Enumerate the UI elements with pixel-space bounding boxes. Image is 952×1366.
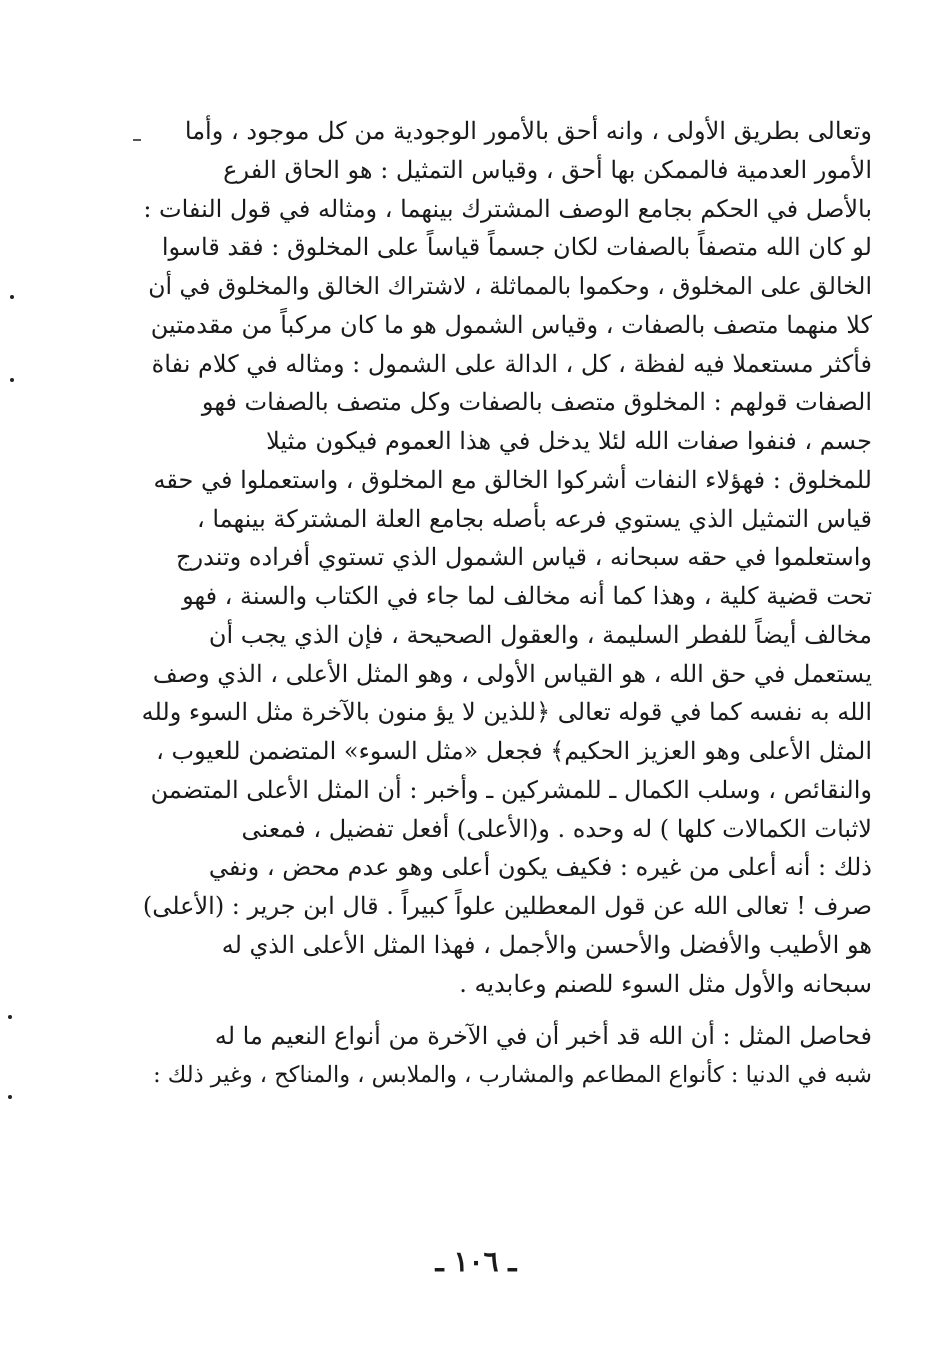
text-line: صرف ! تعالى الله عن قول المعطلين علواً كبيراً . قال ابن جرير : (الأعلى) xyxy=(142,892,872,920)
text-line: الخالق على المخلوق ، وحكموا بالمماثلة ، لاشتراك الخالق والمخلوق في أن xyxy=(148,272,872,300)
text-line: شبه في الدنيا : كأنواع المطاعم والمشارب ، والملابس ، والمناكح ، وغير ذلك : xyxy=(153,1062,872,1088)
body-text xyxy=(140,112,872,1095)
text-line: فحاصل المثل : أن الله قد أخبر أن في الآخرة من أنواع النعيم ما له xyxy=(214,1022,872,1051)
text-line: بالأصل في الحكم بجامع الوصف المشترك بينهما ، ومثاله في قول النفات : xyxy=(143,194,872,223)
text-line: فأكثر مستعملا فيه لفظة ، كل ، الدالة على الشمول : ومثاله في كلام نفاة xyxy=(151,349,872,378)
page-number: ـ ١٠٦ ـ xyxy=(435,1245,517,1278)
text-line: ذلك : أنه أعلى من غيره : فكيف يكون أعلى وهو عدم محض ، ونفي xyxy=(208,853,872,882)
text-line: سبحانه والأول مثل السوء للصنم وعابديه . xyxy=(459,969,872,998)
text-line: واستعلموا في حقه سبحانه ، قياس الشمول الذي تستوي أفراده وتندرج xyxy=(176,543,872,572)
text-line: وتعالى بطريق الأولى ، وانه أحق بالأمور الوجودية من كل موجود ، وأما xyxy=(184,117,872,145)
text-line: كلا منهما متصف بالصفات ، وقياس الشمول هو ما كان مركباً من مقدمتين xyxy=(150,310,872,339)
text-line: مخالف أيضاً للفطر السليمة ، والعقول الصحيحة ، فإن الذي يجب أن xyxy=(208,620,872,649)
paragraph-gap xyxy=(140,1003,872,1017)
text-line: يستعمل في حق الله ، هو القياس الأولى ، وهو المثل الأعلى ، الذي وصف xyxy=(152,659,872,688)
text-line: لو كان الله متصفاً بالصفات لكان جسماً قياساً على المخلوق : فقد قاسوا xyxy=(161,233,872,262)
text-line: المثل الأعلى وهو العزيز الحكيم﴾ فجعل «مثل السوء» المتضمن للعيوب ، xyxy=(156,737,872,765)
text-line: الصفات قولهم : المخلوق متصف بالصفات وكل متصف بالصفات فهو xyxy=(201,388,872,417)
text-line: الله به نفسه كما في قوله تعالى ﴿للذين لا يؤ منون بالآخرة مثل السوء ولله xyxy=(141,698,872,727)
margin-dot xyxy=(8,1095,12,1099)
margin-dot xyxy=(8,1015,12,1019)
text-line: جسم ، فنفوا صفات الله لئلا يدخل في هذا العموم فيكون مثيلا xyxy=(266,427,872,455)
text-line: لاثبات الكمالات كلها ) له وحده . و(الأعلى) أفعل تفضيل ، فمعنى xyxy=(241,814,872,843)
text-line: والنقائص ، وسلب الكمال ـ للمشركين ـ وأخبر : أن المثل الأعلى المتضمن xyxy=(150,775,872,804)
text-line: الأمور العدمية فالممكن بها أحق ، وقياس التمثيل : هو الحاق الفرع xyxy=(223,155,872,184)
margin-dot xyxy=(10,295,14,299)
text-line: قياس التمثيل الذي يستوي فرعه بأصله بجامع العلة المشتركة بينهما ، xyxy=(196,504,872,533)
text-line: تحت قضية كلية ، وهذا كما أنه مخالف لما جاء في الكتاب والسنة ، فهو xyxy=(182,582,872,610)
text-line: للمخلوق : فهؤلاء النفات أشركوا الخالق مع المخلوق ، واستعملوا في حقه xyxy=(153,465,872,494)
text-line: هو الأطيب والأفضل والأحسن والأجمل ، فهذا المثل الأعلى الذي له xyxy=(221,930,872,959)
margin-dot xyxy=(10,378,14,382)
